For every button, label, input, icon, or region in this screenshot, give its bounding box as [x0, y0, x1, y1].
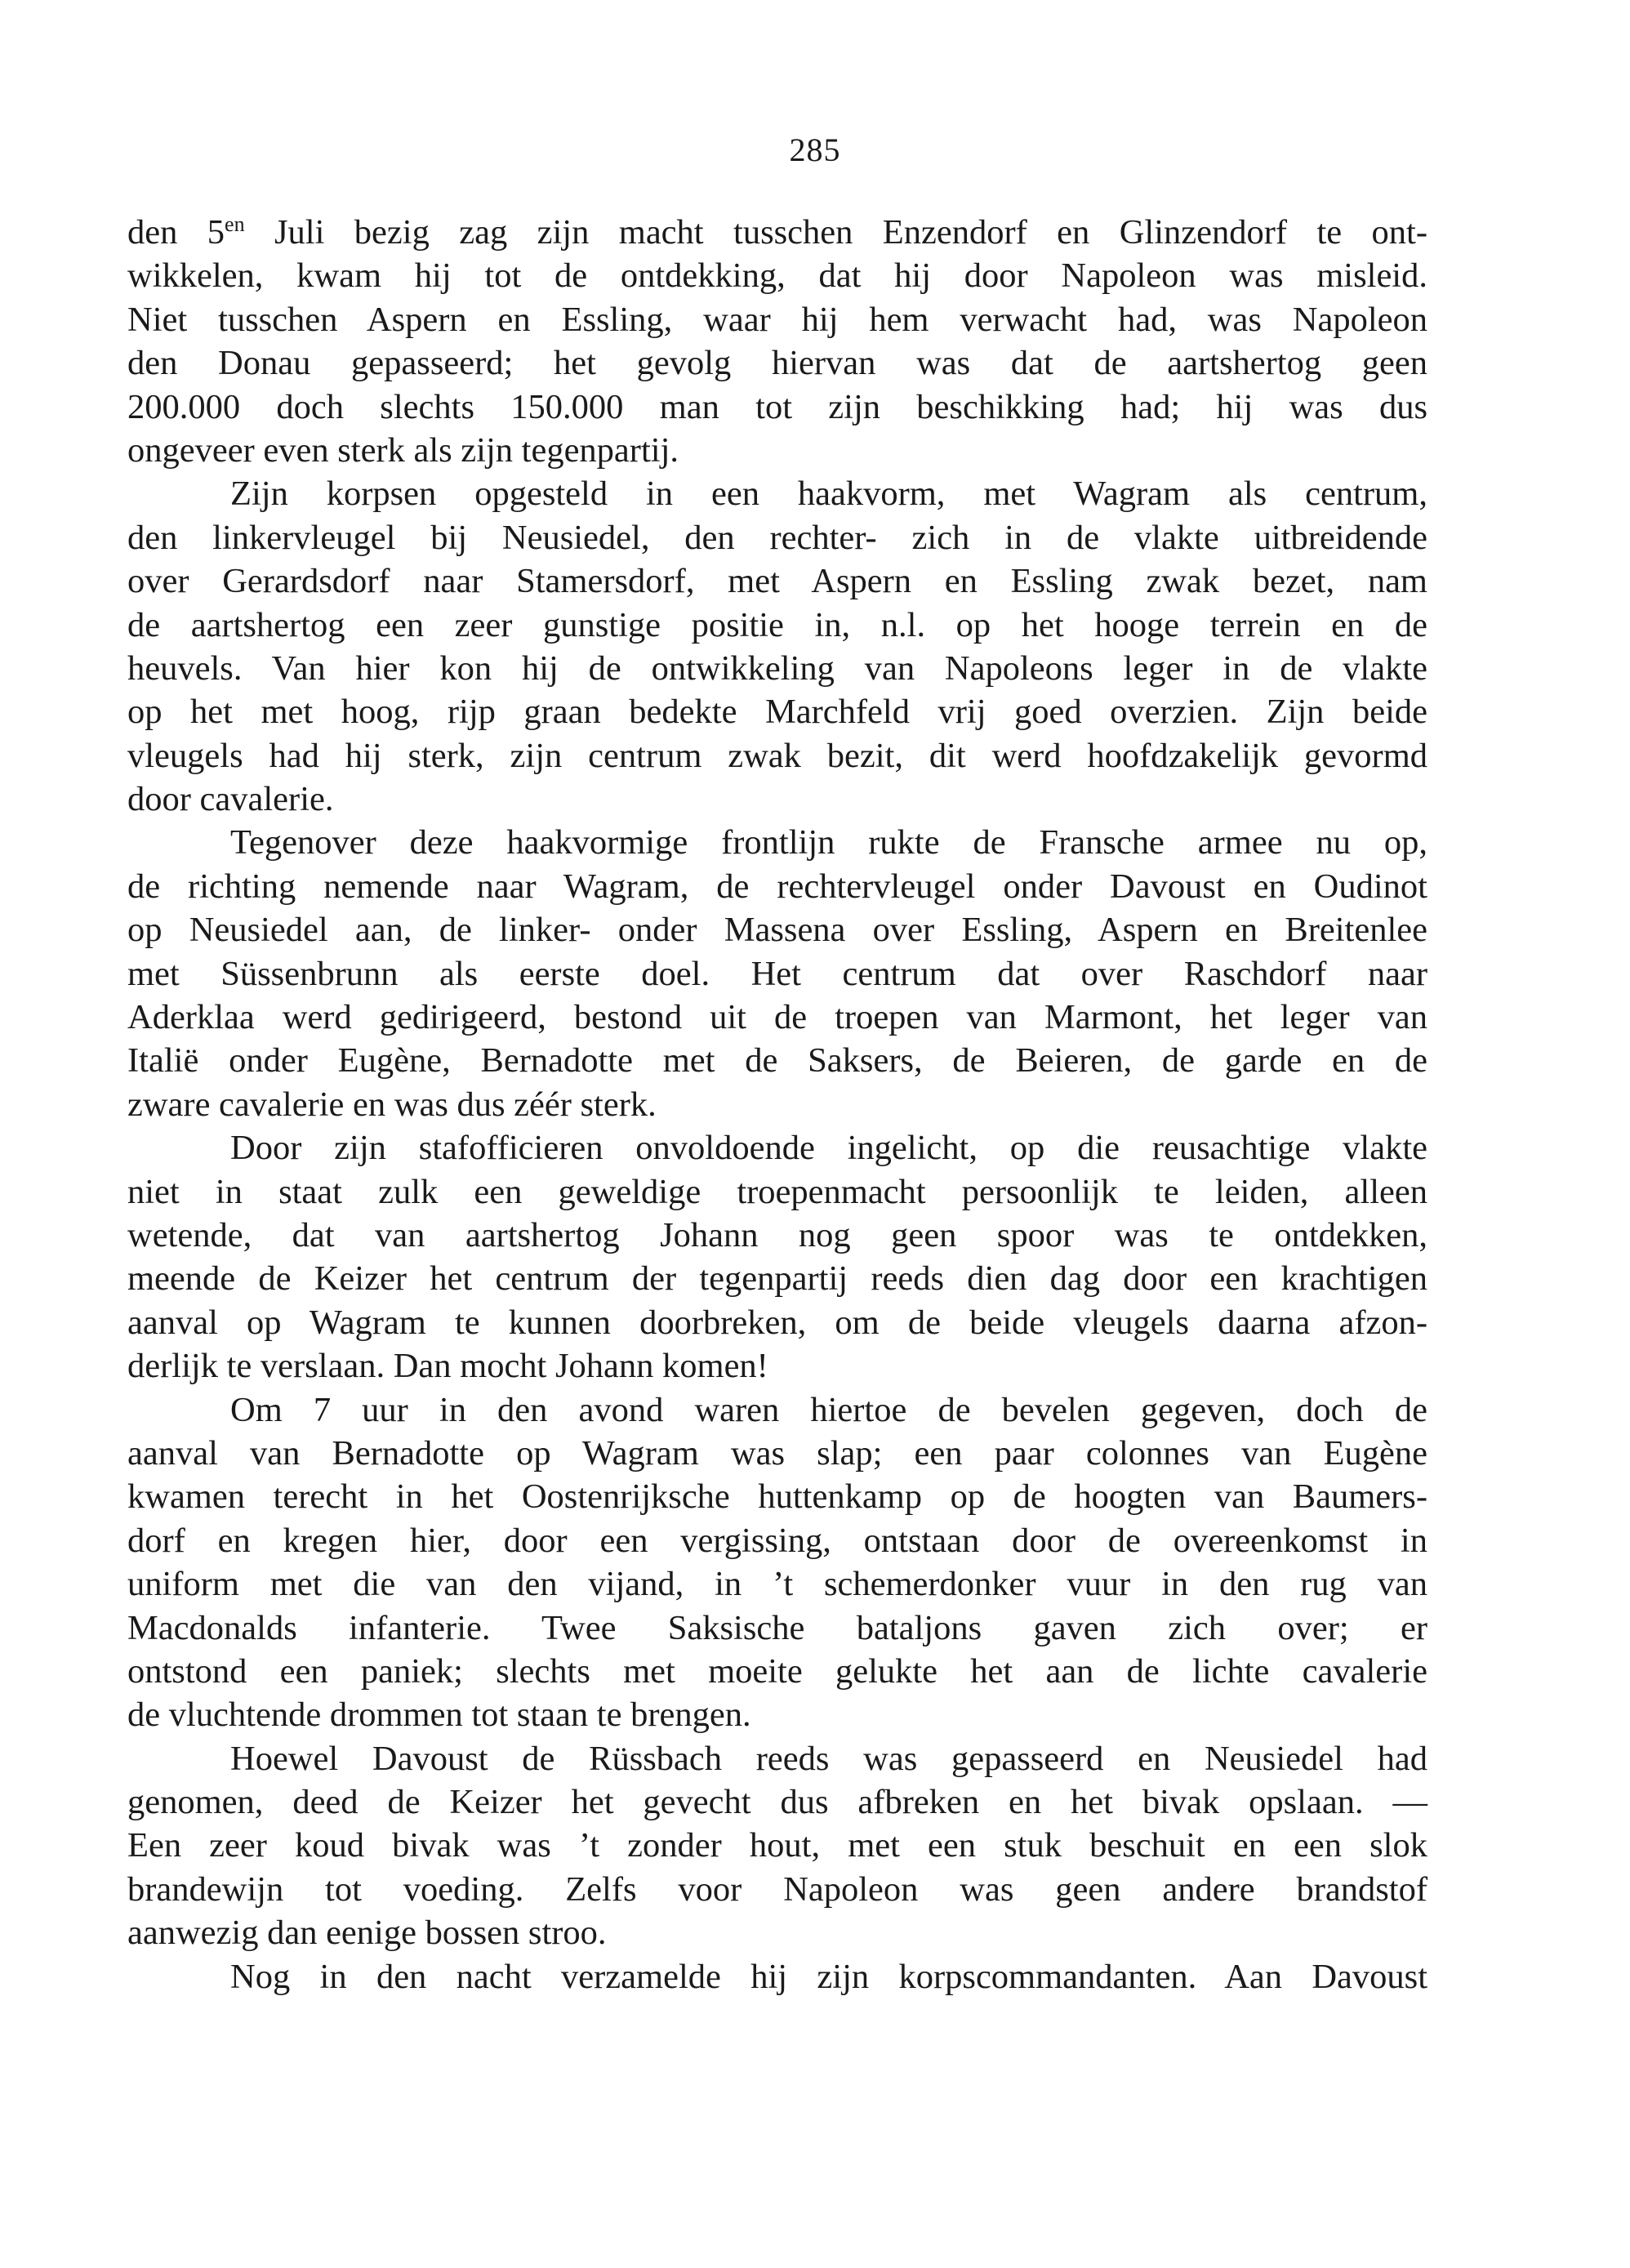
text-line: Macdonalds infanterie. Twee Saksische bataljons gaven zich over; er: [127, 1608, 1427, 1647]
text-line: 200.000 doch slechts 150.000 man tot zijn beschikking had; hij was dus: [127, 387, 1427, 426]
paragraph-1: [127, 211, 1427, 472]
text-line: den Donau gepasseerd; het gevolg hiervan was dat de aartshertog geen: [127, 344, 1427, 383]
text-line: dorf en kregen hier, door een vergissing, ontstaan door de overeenkomst in: [127, 1521, 1427, 1560]
text-line: brandewijn tot voeding. Zelfs voor Napoleon was geen andere brandstof: [127, 1869, 1427, 1909]
text-line: den $5^{en}$ Juli bezig zag zijn macht tusschen Enzendorf en Glinzendorf te ont-: [127, 212, 1427, 252]
text-line: Door zijn stafofficieren onvoldoende ingelicht, op die reusachtige vlakte: [230, 1129, 1427, 1168]
text-line: heuvels. Van hier kon hij de ontwikkeling van Napoleons leger in de vlakte: [127, 648, 1427, 688]
text-line: met Süssenbrunn als eerste doel. Het centrum dat over Raschdorf naar: [127, 954, 1427, 993]
text-line: de vluchtende drommen tot staan te brengen.: [127, 1695, 751, 1735]
text-line: Italië onder Eugène, Bernadotte met de Saksers, de Beieren, de garde en de: [127, 1041, 1427, 1081]
text-line: de richting nemende naar Wagram, de rechtervleugel onder Davoust en Oudinot: [127, 867, 1427, 906]
text-line: Aderklaa werd gedirigeerd, bestond uit de troepen van Marmont, het leger van: [127, 998, 1427, 1037]
paragraph-3: [127, 821, 1427, 1126]
text-line: aanval van Bernadotte op Wagram was slap; een paar colonnes van Eugène: [127, 1433, 1427, 1473]
superscript: en: [225, 212, 245, 236]
text-line: aanwezig dan eenige bossen stroo.: [127, 1914, 607, 1953]
text-line: meende de Keizer het centrum der tegenpartij reeds dien dag door een krachtigen: [127, 1259, 1427, 1299]
text-line: de aartshertog een zeer gunstige positie in, n.l. op het hooge terrein en de: [127, 605, 1427, 644]
text-line: Om 7 uur in den avond waren hiertoe de bevelen gegeven, doch de: [230, 1390, 1427, 1429]
text-line: op Neusiedel aan, de linker- onder Massena over Essling, Aspern en Breitenlee: [127, 911, 1427, 950]
text-line: den linkervleugel bij Neusiedel, den rechter- zich in de vlakte uitbreidende: [127, 518, 1427, 557]
paragraph-6: [127, 1737, 1427, 1955]
text-line: ongeveer even sterk als zijn tegenpartij.: [127, 430, 679, 470]
text-line: kwamen terecht in het Oostenrijksche huttenkamp op de hoogten van Baumers-: [127, 1477, 1427, 1517]
paragraph-4: [127, 1126, 1427, 1388]
text-line: wetende, dat van aartshertog Johann nog geen spoor was te ontdekken,: [127, 1215, 1427, 1254]
text-line: Niet tusschen Aspern en Essling, waar hij hem verwacht had, was Napoleon: [127, 300, 1427, 339]
text-line: zware cavalerie en was dus zéér sterk.: [127, 1085, 657, 1124]
text-line: Zijn korpsen opgesteld in een haakvorm, met Wagram als centrum,: [230, 475, 1427, 514]
text-line: genomen, deed de Keizer het gevecht dus afbreken en het bivak opslaan. —: [127, 1783, 1427, 1822]
paragraph-7: [127, 1955, 1427, 1998]
text-line: vleugels had hij sterk, zijn centrum zwak bezit, dit werd hoofdzakelijk gevormd: [127, 736, 1427, 775]
text-line: derlijk te verslaan. Dan mocht Johann komen!: [127, 1347, 768, 1386]
text-line: aanval op Wagram te kunnen doorbreken, om de beide vleugels daarna afzon-: [127, 1303, 1427, 1342]
text-line: Een zeer koud bivak was ’t zonder hout, met een stuk beschuit en een slok: [127, 1826, 1427, 1865]
paragraph-5: [127, 1388, 1427, 1737]
text-line: uniform met die van den vijand, in ’t schemerdonker vuur in den rug van: [127, 1565, 1427, 1604]
text-line: Tegenover deze haakvormige frontlijn rukte de Fransche armee nu op,: [230, 823, 1427, 862]
text-line: over Gerardsdorf naar Stamersdorf, met Aspern en Essling zwak bezet, nam: [127, 562, 1427, 601]
body-text: [127, 211, 1427, 1998]
paragraph-2: [127, 472, 1427, 821]
text-line: door cavalerie.: [127, 780, 334, 819]
text-line: Nog in den nacht verzamelde hij zijn korpscommandanten. Aan Davoust: [230, 1957, 1427, 1996]
page-number: 285: [789, 131, 841, 168]
text-line: Hoewel Davoust de Rüssbach reeds was gepasseerd en Neusiedel had: [230, 1739, 1427, 1778]
text-line: ontstond een paniek; slechts met moeite gelukte het aan de lichte cavalerie: [127, 1651, 1427, 1691]
text-line: niet in staat zulk een geweldige troepenmacht persoonlijk te leiden, alleen: [127, 1172, 1427, 1211]
text-line: wikkelen, kwam hij tot de ontdekking, dat hij door Napoleon was misleid.: [127, 256, 1427, 296]
text-line: op het met hoog, rijp graan bedekte Marchfeld vrij goed overzien. Zijn beide: [127, 693, 1427, 732]
